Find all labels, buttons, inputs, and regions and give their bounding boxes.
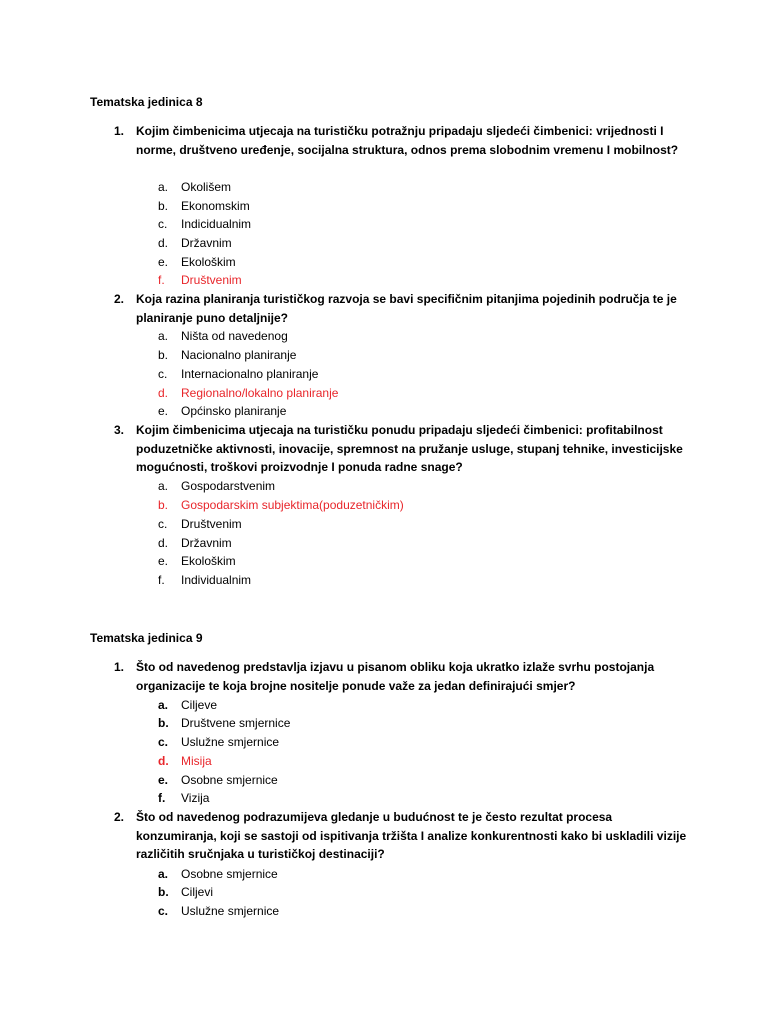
question-text: Što od navedenog predstavlja izjavu u pisanom obliku koja ukratko izlaže svrhu postojanja organizacije te koja brojne nositelje ponude važe za jedan definirajući smjer?	[136, 660, 655, 693]
option-letter: b.	[158, 885, 169, 899]
option-letter: f.	[158, 791, 166, 805]
option-text: Uslužne smjernice	[181, 904, 280, 918]
option-text: Ekološkim	[181, 255, 236, 269]
option-text: Internacionalno planiranje	[181, 367, 319, 381]
option-text: Ciljevi	[181, 885, 214, 899]
option-letter: c.	[158, 367, 168, 381]
option-letter: d.	[158, 754, 169, 768]
option-letter: c.	[158, 735, 169, 749]
option-text: Indicidualnim	[181, 217, 252, 231]
option-letter: d.	[158, 386, 169, 400]
correct-answer: Misija	[181, 754, 212, 768]
option-letter: e.	[158, 554, 169, 568]
option-text: Ekonomskim	[181, 199, 250, 213]
option-text: Nacionalno planiranje	[181, 348, 297, 362]
option-letter: d.	[158, 236, 169, 250]
question-number: 2.	[114, 292, 125, 306]
option-letter: d.	[158, 536, 169, 550]
option-letter: c.	[158, 217, 168, 231]
question-number: 2.	[114, 810, 125, 824]
option-letter: e.	[158, 773, 169, 787]
option-letter: b.	[158, 716, 169, 730]
question-number: 3.	[114, 423, 125, 437]
option-text: Osobne smjernice	[181, 867, 278, 881]
question-number: 1.	[114, 124, 125, 138]
option-text: Okolišem	[181, 180, 232, 194]
option-text: Općinsko planiranje	[181, 404, 287, 418]
option-text: Ciljeve	[181, 698, 218, 712]
option-letter: c.	[158, 904, 169, 918]
correct-answer: Društvenim	[181, 273, 242, 287]
question-text: Kojim čimbenicima utjecaja na turističku ponudu pripadaju sljedeći čimbenici: profitabilnost poduzetničke aktivnosti, inovacije, spremnost na pružanje usluge, stupanj tehnike, investicijske mogućnosti, troškovi proizvodnje I ponuda radne snage?	[136, 423, 683, 475]
option-letter: c.	[158, 517, 168, 531]
section-title: Tematska jedinica 9	[90, 631, 203, 645]
option-letter: a.	[158, 867, 169, 881]
option-text: Državnim	[181, 536, 232, 550]
option-letter: a.	[158, 180, 169, 194]
correct-answer: Regionalno/lokalno planiranje	[181, 386, 339, 400]
question-text: Što od navedenog podrazumijeva gledanje u budućnost te je često rezultat procesa konzumiranja, koji se sastoji od ispitivanja tržišta I analize konkurentnosti kako bi uskladili vizije različitih sručnjaka u turističkoj destinaciji?	[136, 810, 687, 862]
option-letter: f.	[158, 573, 165, 587]
option-letter: a.	[158, 329, 169, 343]
section-title: Tematska jedinica 8	[90, 95, 203, 109]
option-letter: b.	[158, 498, 169, 512]
option-letter: f.	[158, 273, 165, 287]
option-text: Ekološkim	[181, 554, 236, 568]
option-text: Ništa od navedenog	[181, 329, 288, 343]
option-letter: b.	[158, 199, 169, 213]
option-letter: b.	[158, 348, 169, 362]
option-text: Društvenim	[181, 517, 242, 531]
question-number: 1.	[114, 660, 125, 674]
question-text: Kojim čimbenicima utjecaja na turističku potražnju pripadaju sljedeći čimbenici: vrijednosti I norme, društveno uređenje, socijalna struktura, odnos prema slobodnim vremenu I mobilnost?	[136, 124, 679, 157]
option-letter: e.	[158, 255, 169, 269]
option-letter: a.	[158, 698, 169, 712]
option-text: Društvene smjernice	[181, 716, 291, 730]
option-text: Gospodarstvenim	[181, 479, 276, 493]
correct-answer: Gospodarskim subjektima(poduzetničkim)	[181, 498, 404, 512]
option-letter: a.	[158, 479, 169, 493]
question-text: Koja razina planiranja turističkog razvoja se bavi specifičnim pitanjima pojedinih područja te je planiranje puno detaljnije?	[136, 292, 677, 325]
option-text: Individualnim	[181, 573, 252, 587]
option-text: Osobne smjernice	[181, 773, 278, 787]
option-text: Vizija	[181, 791, 210, 805]
option-text: Uslužne smjernice	[181, 735, 280, 749]
option-text: Državnim	[181, 236, 232, 250]
option-letter: e.	[158, 404, 169, 418]
